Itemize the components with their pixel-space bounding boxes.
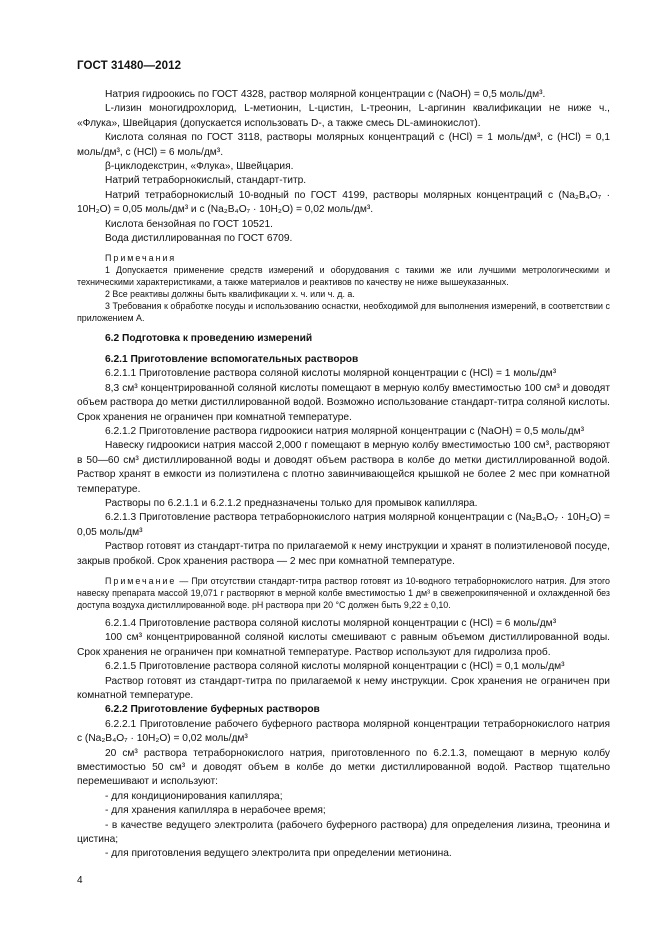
- document-header: ГОСТ 31480—2012: [77, 60, 182, 72]
- list-item: - в качестве ведущего электролита (рабочего буферного раствора) для определения лизина, треонина и цистина;: [77, 819, 610, 846]
- paragraph: 100 см³ концентрированной соляной кислоты смешивают с равным объемом дистиллированной воды. Срок хранения не ограничен при комнатной температуре. Раствор используют для гидролиза проб.: [77, 632, 610, 658]
- reagent-item: β-циклодекстрин, «Флука», Швейцария.: [105, 161, 294, 173]
- list-item: - для хранения капилляра в нерабочее время;: [105, 805, 326, 817]
- paragraph-heading: 6.2.2.1 Приготовление рабочего буферного раствора молярной концентрации тетраборнокислого натрия c (Na₂B₄O₇ · 10H₂O) = 0,02 моль/дм³: [77, 718, 610, 745]
- paragraph: Раствор готовят из стандарт-титра по прилагаемой к нему инструкции. Срок хранения не ограничен при комнатной температуре.: [77, 675, 610, 701]
- note-block: [77, 575, 610, 611]
- paragraph: 8,3 см³ концентрированной соляной кислоты помещают в мерную колбу вместимостью 100 см³ и доводят объем раствора до метки дистиллированной водой. Возможно использование стандарт-титра соляной кислоты. Срок хранения не ограничен при комнатной температуре.: [77, 382, 610, 423]
- reagent-item: L-лизин моногидрохлорид, L-метионин, L-цистин, L-треонин, L-аргинин квалификации не ниже ч., «Флука», Швейцария (допускается использовать D-, а также смесь DL-аминокислот).: [77, 103, 610, 129]
- notes-label: Примечания: [105, 253, 177, 264]
- page-number: 4: [77, 875, 83, 886]
- note-text: — При отсутствии стандарт-титра раствор готовят из 10-водного тетраборнокислого натрия. Для этого навеску препарата массой 19,071 г растворяют в мерной колбе вместимостью 1 дм³ в свежепрокипяченной и охлажденной без доступа воздуха дистиллированной воде. pH раствора при 20 °С должен быть 9,22 ± 0,10.: [77, 575, 610, 610]
- list-item: - для приготовления ведущего электролита при определении метионина.: [105, 848, 452, 860]
- reagent-item: Натрия гидроокись по ГОСТ 4328, раствор молярной концентрации c (NaOH) = 0,5 моль/дм³.: [105, 89, 546, 100]
- paragraph: 20 см³ раствора тетраборнокислого натрия, приготовленного по 6.2.1.3, помещают в мерную колбу вместимостью 50 см³ и доводят объем в колбе до метки дистиллированной водой. Раствор тщательно перемешивают и используют:: [77, 747, 610, 788]
- section-title: 6.2 Подготовка к проведению измерений: [105, 333, 313, 345]
- paragraph-heading: 6.2.1.4 Приготовление раствора соляной кислоты молярной концентрации c (HCl) = 6 моль/дм³: [105, 617, 557, 629]
- reagent-item: Кислота соляная по ГОСТ 3118, растворы молярных концентраций c (HCl) = 1 моль/дм³, c (HCl) = 0,1 моль/дм³, c (HCl) = 6 моль/дм³.: [77, 132, 610, 158]
- paragraph-heading: 6.2.1.5 Приготовление раствора соляной кислоты молярной концентрации c (HCl) = 0,1 моль/дм³: [105, 661, 565, 673]
- reagent-item: Кислота бензойная по ГОСТ 10521.: [105, 218, 273, 230]
- paragraph-heading: 6.2.1.2 Приготовление раствора гидроокиси натрия молярной концентрации c (NaOH) = 0,5 моль/дм³: [105, 425, 584, 437]
- note-item: 2 Все реактивы должны быть квалификации х. ч. или ч. д. а.: [105, 289, 355, 300]
- subsection-title: 6.2.1 Приготовление вспомогательных растворов: [105, 353, 359, 365]
- note-item: 1 Допускается применение средств измерений и оборудования с такими же или лучшими метрологическими и техническими характеристиками, а также материалов и реактивов по качеству не ниже вышеуказанных.: [77, 265, 610, 288]
- note-item: 3 Требования к обработке посуды и использованию оснастки, необходимой для выполнения измерений, в соответствии с приложением А.: [77, 301, 610, 324]
- paragraph-heading: 6.2.1.1 Приготовление раствора соляной кислоты молярной концентрации c (HCl) = 1 моль/дм³: [105, 368, 557, 380]
- paragraph: Навеску гидроокиси натрия массой 2,000 г помещают в мерную колбу вместимостью 100 см³, растворяют в 50—60 см³ дистиллированной воды и доводят объем раствора в колбе до метки дистиллированной водой. Раствор хранят в емкости из полиэтилена с плотно завинчивающейся крышкой не более 2 мес при комнатной температуре.: [77, 440, 610, 495]
- document-body: [77, 88, 610, 862]
- paragraph: Растворы по 6.2.1.1 и 6.2.1.2 предназначены только для промывок капилляра.: [105, 497, 478, 509]
- reagent-item: Натрий тетраборнокислый, стандарт-титр.: [105, 175, 307, 187]
- paragraph-heading: 6.2.1.3 Приготовление раствора тетраборнокислого натрия молярной концентрации c (Na₂B₄O₇ · 10H₂O) = 0,05 моль/дм³: [77, 512, 610, 538]
- subsection-title: 6.2.2 Приготовление буферных растворов: [105, 704, 320, 716]
- list-item: - для кондиционирования капилляра;: [105, 790, 283, 802]
- reagent-item: Вода дистиллированная по ГОСТ 6709.: [105, 233, 293, 245]
- paragraph: Раствор готовят из стандарт-титра по прилагаемой к нему инструкции и хранят в полиэтиленовой посуде, закрыв пробкой. Срок хранения раствора — 2 мес при комнатной температуре.: [77, 541, 610, 567]
- note-label: Примечание: [105, 575, 177, 586]
- reagent-item: Натрий тетраборнокислый 10-водный по ГОСТ 4199, растворы молярных концентраций c (Na₂B₄O₇ · 10H₂O) = 0,05 моль/дм³ и c (Na₂B₄O₇ · 10H₂O) = 0,02 моль/дм³.: [77, 189, 610, 216]
